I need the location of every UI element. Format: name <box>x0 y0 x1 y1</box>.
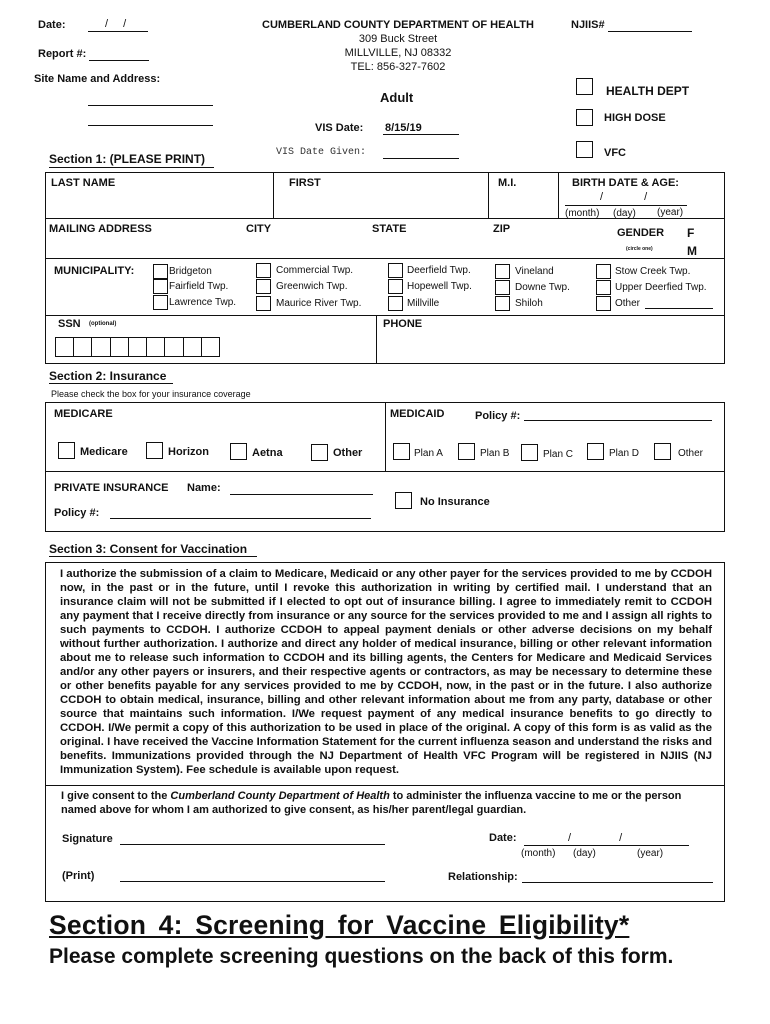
consent-date-slashes: / / <box>568 832 623 844</box>
muni-other-field[interactable] <box>645 308 713 309</box>
plan-c-checkbox[interactable] <box>521 444 538 461</box>
muni-checkbox-bridgeton[interactable] <box>153 264 168 279</box>
birth-day: (day) <box>613 208 636 219</box>
muni-label-fairfield: Fairfield Twp. <box>169 281 229 292</box>
state-label: STATE <box>372 223 407 235</box>
s1-div-birth <box>558 172 559 218</box>
s1-div-phone <box>376 315 377 363</box>
plan-b-label: Plan B <box>480 448 510 459</box>
consent2-part-c: to administer the influenza vaccine to me or the person named above for whom I am authorized to give consent, as his/her parent/legal guardian. <box>61 790 682 816</box>
muni-checkbox-maurice[interactable] <box>256 296 271 311</box>
vis-given-field[interactable] <box>383 158 459 159</box>
dept-street: 309 Buck Street <box>358 33 438 45</box>
mailing-label: MAILING ADDRESS <box>49 223 152 235</box>
birth-field[interactable] <box>565 205 687 206</box>
section2-title: Section 2: Insurance <box>49 369 167 383</box>
muni-label-maurice: Maurice River Twp. <box>276 298 362 309</box>
consent-date-field[interactable] <box>524 845 689 846</box>
s2-row-divider <box>45 471 724 472</box>
medicaid-policy-field[interactable] <box>524 420 712 421</box>
ssn-label: SSN <box>58 318 81 330</box>
medicaid-policy-label: Policy #: <box>475 410 521 422</box>
vfc-label: VFC <box>604 147 626 159</box>
site-field-2[interactable] <box>88 125 213 126</box>
vis-date-field[interactable] <box>383 134 459 135</box>
muni-checkbox-shiloh[interactable] <box>495 296 510 311</box>
adult-label: Adult <box>380 90 414 105</box>
birth-slashes: / / <box>600 191 648 203</box>
medicare-other-label: Other <box>333 447 363 459</box>
vis-given-label: VIS Date Given: <box>276 147 367 158</box>
muni-checkbox-commercial[interactable] <box>256 263 271 278</box>
ssn-boxes[interactable] <box>55 337 220 357</box>
consent-day: (day) <box>573 848 596 859</box>
vis-date-label: VIS Date: <box>315 122 364 134</box>
section1-underline <box>49 167 214 168</box>
high-dose-label: HIGH DOSE <box>604 112 666 124</box>
s1-row3-divider <box>45 315 724 316</box>
signature-field[interactable] <box>120 844 385 845</box>
no-insurance-label: No Insurance <box>420 496 490 508</box>
private-policy-label: Policy #: <box>54 507 100 519</box>
section1-title: Section 1: (PLEASE PRINT) <box>49 152 206 166</box>
medicare-checkbox[interactable] <box>58 442 75 459</box>
muni-label-commercial: Commercial Twp. <box>276 265 354 276</box>
report-field[interactable] <box>89 60 149 61</box>
muni-checkbox-millville[interactable] <box>388 296 403 311</box>
plan-a-checkbox[interactable] <box>393 443 410 460</box>
muni-checkbox-deerfield[interactable] <box>388 263 403 278</box>
consent-month: (month) <box>521 848 556 859</box>
medicaid-other-label: Other <box>678 448 704 459</box>
muni-label-lawrence: Lawrence Twp. <box>169 297 237 308</box>
medicaid-label: MEDICAID <box>390 408 445 420</box>
vfc-checkbox[interactable] <box>576 141 593 158</box>
plan-d-label: Plan D <box>609 448 640 459</box>
health-dept-checkbox[interactable] <box>576 78 593 95</box>
muni-checkbox-stowcreek[interactable] <box>596 264 611 279</box>
s2-div-medicaid <box>385 402 386 471</box>
private-name-label: Name: <box>187 482 221 494</box>
s1-row2-divider <box>45 258 724 259</box>
muni-checkbox-hopewell[interactable] <box>388 279 403 294</box>
consent2-part-a: I give consent to the <box>61 790 171 802</box>
njiis-label: NJIIS# <box>571 19 605 31</box>
consent-year: (year) <box>637 848 664 859</box>
muni-label-bridgeton: Bridgeton <box>169 266 212 277</box>
aetna-opt-label: Aetna <box>252 447 283 459</box>
ssn-optional: (optional) <box>89 321 117 327</box>
section2-underline <box>49 383 173 384</box>
section4-subtitle: Please complete screening questions on the back of this form. <box>49 945 674 968</box>
birth-year: (year) <box>657 207 684 218</box>
private-name-field[interactable] <box>230 494 373 495</box>
dept-name: CUMBERLAND COUNTY DEPARTMENT OF HEALTH <box>262 19 534 31</box>
s1-div-mi <box>488 172 489 218</box>
date-label: Date: <box>38 19 66 31</box>
muni-checkbox-lawrence[interactable] <box>153 295 168 310</box>
date-field[interactable] <box>88 31 148 32</box>
muni-label-hopewell: Hopewell Twp. <box>407 281 472 292</box>
s1-div-first <box>273 172 274 218</box>
print-field[interactable] <box>120 881 385 882</box>
gender-label: GENDER <box>617 227 665 239</box>
plan-b-checkbox[interactable] <box>458 443 475 460</box>
plan-c-label: Plan C <box>543 449 574 460</box>
medicaid-other-checkbox[interactable] <box>654 443 671 460</box>
signature-label: Signature <box>62 833 113 845</box>
relationship-field[interactable] <box>522 882 713 883</box>
private-insurance-label: PRIVATE INSURANCE <box>54 482 169 494</box>
horizon-checkbox[interactable] <box>146 442 163 459</box>
medicare-label: MEDICARE <box>54 408 113 420</box>
medicare-other-checkbox[interactable] <box>311 444 328 461</box>
print-label: (Print) <box>62 870 95 882</box>
muni-label-deerfield: Deerfield Twp. <box>407 265 471 276</box>
consent-text: I authorize the submission of a claim to Medicare, Medicaid or any other payer for the services provided to me by CCDOH now, in the past or in the future, until I revoke this authorization in writing by certified mail. I understand that an insurance claim will not be submitted if I elected to opt out of insurance billing. I agree to immediately remit to CCDOH any payment that I receive directly from insurance or any source for the services provided to me and I assign all rights to such payments to CCDOH. I authorize CCDOH to appeal payment denials or other adverse decisions on my behalf without further authorization. I authorize and direct any holder of medical insurance, billing or other relevant information about me to release such information to CCDOH and its billing agents, the Centers for Medicare and Medicaid Services and/or any other payers or insurers, and their respective agents or contractors, as may be necessary to determine these or other benefits payable for any services provided to me by CCDOH, now, in the past or in the future. I also authorize CCDOH to obtain medical, insurance, billing and other relevant information about me from any party, database or other source that maintains such information. I/We request payment of any medical insurance benefits to go directly to CCDOH. I/We permit a copy of this authorization to be used in place of the original. A copy of this form is as valid as the original. I have received the Vaccine Information Statement for the current influenza season and understand the risks and benefits. Immunizations provided through the NJ Department of Health VFC Program will be registered in NJIIS (NJ Immunization System). Fee schedule is available upon request. <box>60 568 712 776</box>
gender-f[interactable]: F <box>687 226 695 240</box>
consent2-dept: Cumberland County Department of Health <box>170 790 390 802</box>
muni-label-other: Other <box>615 298 641 309</box>
section4-title: Section 4: Screening for Vaccine Eligibility* <box>49 910 630 940</box>
private-policy-field[interactable] <box>110 518 371 519</box>
section3-title: Section 3: Consent for Vaccination <box>49 542 248 556</box>
section3-underline <box>49 556 257 557</box>
muni-checkbox-other[interactable] <box>596 296 611 311</box>
municipality-label: MUNICIPALITY: <box>54 265 135 277</box>
muni-label-downe: Downe Twp. <box>515 282 570 293</box>
insurance-instruction: Please check the box for your insurance coverage <box>51 389 251 399</box>
dept-city: MILLVILLE, NJ 08332 <box>344 47 452 59</box>
muni-label-shiloh: Shiloh <box>515 298 543 309</box>
consent2-text <box>61 789 711 817</box>
horizon-opt-label: Horizon <box>168 446 209 458</box>
high-dose-checkbox[interactable] <box>576 109 593 126</box>
city-label: CITY <box>246 223 272 235</box>
health-dept-label: HEALTH DEPT <box>606 84 690 98</box>
relationship-label: Relationship: <box>448 871 518 883</box>
birth-month: (month) <box>565 208 600 219</box>
aetna-checkbox[interactable] <box>230 443 247 460</box>
vis-date-value: 8/15/19 <box>385 122 422 134</box>
phone-label: PHONE <box>383 318 423 330</box>
muni-checkbox-greenwich[interactable] <box>256 279 271 294</box>
birth-label: BIRTH DATE & AGE: <box>572 177 679 189</box>
dept-tel: TEL: 856-327-7602 <box>350 61 446 73</box>
report-label: Report #: <box>38 48 87 60</box>
plan-a-label: Plan A <box>414 448 443 459</box>
muni-checkbox-fairfield[interactable] <box>153 279 168 294</box>
muni-checkbox-vineland[interactable] <box>495 264 510 279</box>
date-value: / / <box>105 18 127 30</box>
muni-label-stowcreek: Stow Creek Twp. <box>615 266 691 277</box>
site-label: Site Name and Address: <box>34 73 161 85</box>
circle-one-note: (circle one) <box>626 246 653 252</box>
mi-label: M.I. <box>498 177 517 189</box>
njiis-field[interactable] <box>608 31 692 32</box>
gender-m[interactable]: M <box>687 244 697 258</box>
muni-checkbox-upperdeerfield[interactable] <box>596 280 611 295</box>
muni-label-millville: Millville <box>407 298 440 309</box>
muni-label-upperdeerfield: Upper Deerfied Twp. <box>615 282 707 293</box>
last-name-label: LAST NAME <box>51 177 116 189</box>
first-label: FIRST <box>289 177 321 189</box>
muni-label-greenwich: Greenwich Twp. <box>276 281 348 292</box>
medicare-opt-label: Medicare <box>80 446 128 458</box>
no-insurance-checkbox[interactable] <box>395 492 412 509</box>
consent-date-label: Date: <box>489 832 517 844</box>
muni-label-vineland: Vineland <box>515 266 554 277</box>
site-field-1[interactable] <box>88 105 213 106</box>
muni-checkbox-downe[interactable] <box>495 280 510 295</box>
zip-label: ZIP <box>493 223 511 235</box>
plan-d-checkbox[interactable] <box>587 443 604 460</box>
